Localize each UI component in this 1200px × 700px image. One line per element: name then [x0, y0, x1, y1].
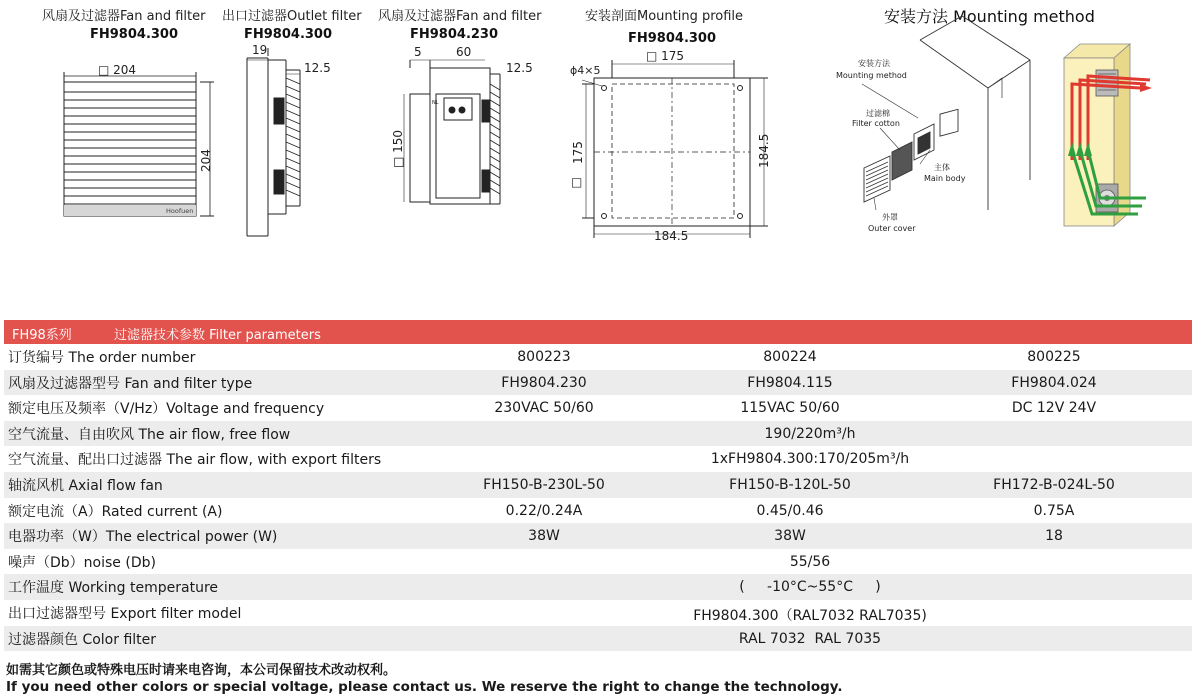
cell: 800223 — [517, 349, 571, 365]
label-method-en: Mounting method — [836, 71, 907, 80]
table-row-working-temperature — [4, 574, 1192, 600]
table-header — [4, 320, 1192, 344]
side-dim-side: 12.5 — [506, 61, 533, 75]
label-cover-cn: 外罩 — [882, 213, 898, 222]
profile-left-dim: 175 — [571, 141, 585, 164]
table-row-electrical-power — [4, 523, 1192, 549]
footnote-en: If you need other colors or special voltage, please contact us. We reserve the right to change the technology. — [6, 679, 843, 695]
side-dim-a: 5 — [414, 45, 422, 59]
cell: 38W — [774, 528, 806, 545]
cell: RAL 7032 RAL 7035 — [738, 630, 882, 647]
row-label: 风扇及过滤器型号 Fan and filter type — [8, 375, 253, 392]
row-label: 额定电压及频率（V/Hz）Voltage and frequency — [8, 401, 325, 418]
row-label: 空气流量、自由吹风 The air flow, free flow — [8, 426, 291, 443]
cell: 230VAC 50/60 — [494, 400, 594, 417]
cell: 0.22/0.24A — [505, 502, 583, 519]
cell: FH150-B-230L-50 — [483, 476, 605, 493]
mounting-profile-drawing — [582, 60, 768, 238]
row-label: 空气流量、配出口过滤器 The air flow, with export filters — [8, 452, 382, 469]
profile-bottom-dim: 184.5 — [654, 229, 689, 243]
outlet-depth-dim: 19 — [252, 43, 268, 57]
label-cotton-en: Filter cotton — [852, 119, 900, 128]
cell: FH9804.115 — [747, 374, 833, 391]
fan-filter-side-section — [404, 60, 500, 204]
side-height-dim: □ 150 — [391, 129, 405, 168]
row-label: 额定电流（A）Rated current (A) — [8, 503, 223, 520]
cell: 18 — [1045, 528, 1063, 545]
cell: FH9804.230 — [501, 374, 587, 391]
cell: FH9804.300（RAL7032 RAL7035) — [693, 607, 927, 624]
brand-label: Hoofuen — [166, 207, 194, 215]
label-body-en: Main body — [924, 174, 966, 183]
cell: 800225 — [1027, 349, 1081, 365]
outlet-filter-model: FH9804.300 — [244, 27, 333, 42]
nl-label: NL — [432, 100, 439, 106]
filter-cotton-part — [892, 142, 912, 180]
filter-parameters-table — [4, 320, 1192, 651]
table-title: 过滤器技术参数 Filter parameters — [114, 328, 321, 343]
mounting-method-title: 安装方法 Mounting method — [884, 7, 1095, 26]
table-row-order-number — [4, 344, 1192, 370]
cell: 190/220m³/h — [764, 425, 856, 442]
main-body-part — [914, 124, 934, 160]
side-dim-b: 60 — [456, 45, 472, 59]
table-row-voltage — [4, 395, 1192, 421]
profile-right-dim: 184.5 — [757, 133, 771, 168]
table-row-air-flow-free — [4, 421, 1192, 447]
row-label: 电器功率（W）The electrical power (W) — [8, 529, 278, 546]
outlet-side-dim: 12.5 — [304, 61, 331, 75]
outlet-filter-caption: 出口过滤器Outlet filter — [222, 9, 362, 24]
profile-left-square: □ — [571, 175, 583, 189]
mounting-profile-caption: 安装剖面Mounting profile — [585, 9, 744, 24]
technical-drawings — [0, 0, 1200, 320]
cell: FH150-B-120L-50 — [729, 476, 851, 493]
fan-filter-caption-2: 风扇及过滤器Fan and filter — [378, 9, 542, 24]
cell: FH9804.024 — [1011, 374, 1097, 391]
cabinet-airflow-illustration — [1064, 44, 1152, 226]
cell: ( -10°C~55°C ) — [739, 579, 881, 596]
table-row-rated-current — [4, 498, 1192, 524]
fan-filter-model-1: FH9804.300 — [90, 27, 179, 42]
fan-filter-front-view — [64, 72, 214, 216]
outlet-filter-side-view — [247, 48, 300, 236]
row-label: 订货编号 The order number — [8, 350, 196, 366]
cell: FH172-B-024L-50 — [993, 476, 1115, 493]
cell: 38W — [528, 528, 560, 545]
table-row-air-flow-export — [4, 446, 1192, 472]
fan-filter-height-dim: 204 — [199, 149, 213, 172]
fan-filter-caption-1: 风扇及过滤器Fan and filter — [42, 9, 206, 24]
cell: 1xFH9804.300:170/205m³/h — [710, 451, 910, 468]
cell: 0.45/0.46 — [756, 502, 824, 519]
label-method-cn: 安装方法 — [858, 59, 890, 68]
fan-filter-width-dim: □ 204 — [98, 63, 137, 77]
row-label: 过滤器颜色 Color filter — [8, 631, 157, 648]
cell: 115VAC 50/60 — [740, 400, 840, 417]
cell: 0.75A — [1033, 502, 1075, 519]
fan-filter-model-2: FH9804.230 — [410, 27, 499, 42]
hole-dim: ϕ4×5 — [570, 64, 601, 77]
footnote-cn: 如需其它颜色或特殊电压时请来电咨询，本公司保留技术改动权利。 — [6, 663, 397, 678]
table-row-fan-filter-type — [4, 370, 1192, 396]
row-label: 出口过滤器型号 Export filter model — [8, 605, 242, 622]
table-row-color-filter — [4, 626, 1192, 652]
profile-top-dim: □ 175 — [646, 49, 685, 63]
table-series: FH98系列 — [12, 328, 72, 343]
cell: 55/56 — [789, 553, 831, 570]
table-row-axial-fan — [4, 472, 1192, 498]
mounting-profile-model: FH9804.300 — [628, 31, 717, 46]
label-cotton-cn: 过滤棉 — [866, 109, 890, 118]
label-body-cn: 主体 — [934, 163, 950, 172]
outer-cover-part — [864, 156, 890, 202]
label-cover-en: Outer cover — [868, 224, 916, 233]
row-label: 工作温度 Working temperature — [8, 580, 218, 597]
table-row-noise — [4, 549, 1192, 575]
row-label: 噪声（Db）noise (Db) — [8, 554, 156, 571]
cell: DC 12V 24V — [1011, 400, 1097, 417]
cell: 800224 — [763, 349, 817, 365]
table-row-export-filter-model — [4, 600, 1192, 626]
row-label: 轴流风机 Axial flow fan — [8, 477, 163, 494]
